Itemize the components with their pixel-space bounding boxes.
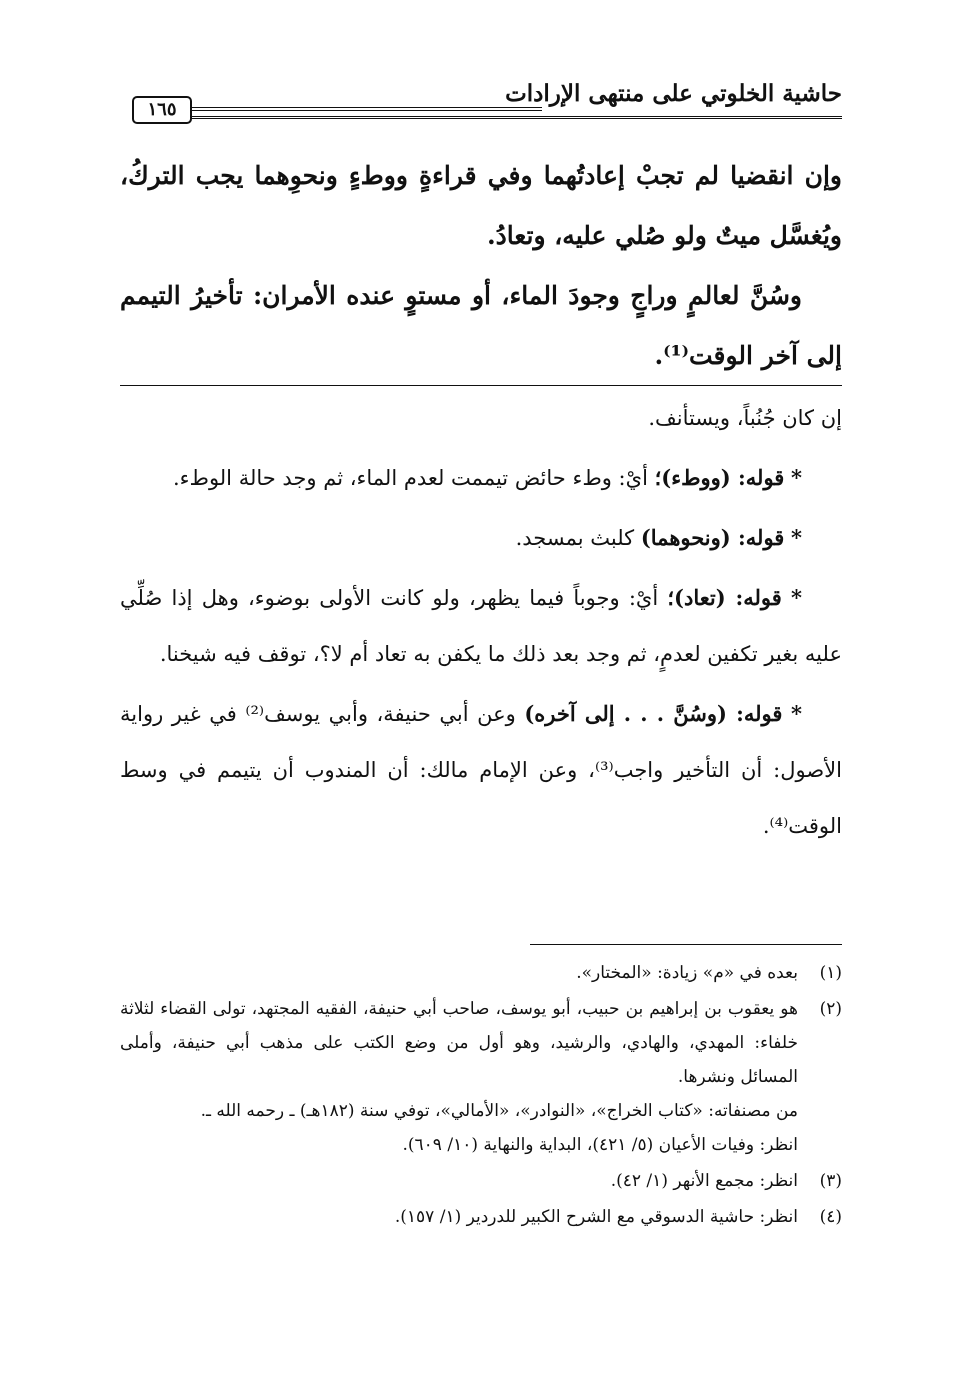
lemma: قوله: (ووطء)؛ (654, 465, 785, 490)
footnote-text: بعده في «م» زيادة: «المختار». (576, 963, 798, 983)
commentary-text: أيْ: وجوباً فيما يظهر، ولو كانت الأولى بوضوء، وهل إذا صُلِّي عليه بغير تكفين لعدمٍ، ثم وجد بعد ذلك ما يكفن به تعاد أم لا؟، توقف فيه شيخنا. (120, 586, 842, 666)
header-rule (192, 107, 542, 114)
footnote-number: (٣) (819, 1171, 842, 1191)
page-number: ١٦٥ (132, 96, 192, 124)
commentary-text: أيْ: وطء حائض تيممت لعدم الماء، ثم وجد حالة الوطء. (172, 466, 648, 490)
footnote-text: من مصنفاته: «كتاب الخراج»، «النوادر»، «الأمالي»، توفي سنة (١٨٢هـ) ـ رحمه الله ـ. (200, 1101, 798, 1121)
asterisk-marker: * (791, 465, 802, 490)
commentary-text: كلبث بمسجد. (515, 526, 635, 550)
asterisk-marker: * (791, 525, 802, 550)
main-text (120, 146, 842, 386)
lemma: قوله: (تعاد)؛ (667, 585, 782, 610)
main-text-paragraph: وسُنَّ لعالمٍ وراجٍ وجودَ الماء، أو مستوٍ عنده الأمران: تأخيرُ التيمم إلى آخر الوقت⁽¹⁾. (120, 281, 842, 370)
commentary-paragraph (120, 686, 842, 854)
commentary-paragraph: إن كان جُنُباً، ويستأنف. (648, 406, 842, 430)
text-separator-rule (120, 385, 842, 386)
asterisk-marker: * (791, 585, 802, 610)
running-title: حاشية الخلوتي على منتهى الإرادات (505, 80, 842, 107)
commentary-paragraph (120, 570, 842, 682)
header-rule-long (192, 116, 842, 122)
footnote-number: (٢) (819, 999, 842, 1019)
commentary (120, 390, 842, 858)
footnote-text: انظر: مجمع الأنهر (١/ ٤٢). (610, 1171, 798, 1191)
commentary-text: وعن أبي حنيفة، وأبي يوسف⁽²⁾ في غير رواية الأصول: أن التأخير واجب⁽³⁾، وعن الإمام مالك: أن المندوب أن يتيمم في وسط الوقت⁽⁴⁾. (120, 702, 842, 838)
lemma: قوله: (ونحوهما) (640, 525, 785, 550)
footnote (120, 1164, 842, 1198)
footnotes (120, 956, 842, 1236)
footnote-text: هو يعقوب بن إبراهيم بن حبيب، أبو يوسف، صاحب أبي حنيفة، الفقيه المجتهد، تولى القضاء لثلاثة خلفاء: المهدي، والهادي، والرشيد، وهو أول من وضع الكتب على مذهب أبي حنيفة، وأملى المسائل ونشرها. (120, 999, 798, 1087)
footnote-number: (٤) (819, 1207, 842, 1227)
footnote-number: (١) (819, 963, 842, 983)
footnote-separator-rule (530, 944, 842, 945)
commentary-paragraph (120, 510, 842, 566)
footnote-text: انظر: وفيات الأعيان (٥/ ٤٢١)، البداية والنهاية (١٠/ ٦٠٩). (402, 1135, 798, 1155)
footnote (120, 956, 842, 990)
running-header (120, 74, 842, 126)
asterisk-marker: * (791, 701, 802, 726)
lemma: قوله: (وسُنَّ . . . إلى آخره) (524, 701, 783, 726)
footnote (120, 1200, 842, 1234)
footnote (120, 992, 842, 1162)
footnote-text: انظر: حاشية الدسوقي مع الشرح الكبير للدردير (١/ ١٥٧). (394, 1207, 798, 1227)
main-text-paragraph: وإن انقضيا لم تجبْ إعادتُهما وفي قراءةٍ ووطءٍ ونحوِهما يجب التركُ، ويُغسَّل ميتٌ ولو صُلي عليه، وتعادُ. (120, 161, 842, 250)
commentary-paragraph (120, 450, 842, 506)
